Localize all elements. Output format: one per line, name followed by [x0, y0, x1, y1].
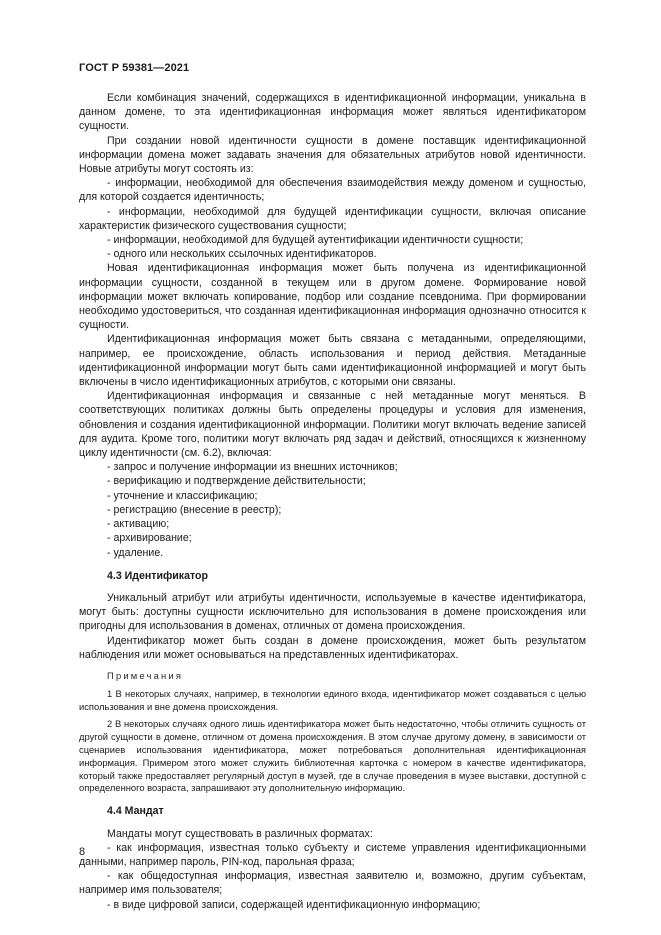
document-body [79, 91, 586, 912]
list-item: - регистрацию (внесение в реестр); [107, 503, 282, 516]
paragraph: Если комбинация значений, содержащихся в идентификационной информации, уникальна в данном домене, то эта идентификационная информация может являться идентификатором сущности. [79, 92, 586, 133]
paragraph: Мандаты могут существовать в различных форматах: [107, 827, 373, 840]
list-item: - уточнение и классификацию; [107, 489, 258, 502]
list-item: - информации, необходимой для будущей аутентификации идентичности сущности; [107, 234, 524, 247]
list-item: - как общедоступная информация, известная заявителю и, возможно, другим субъектам, например имя пользователя; [79, 870, 586, 897]
list-item: - одного или нескольких ссылочных идентификаторов. [107, 248, 377, 261]
section-heading-4-4: 4.4 Мандат [107, 805, 164, 818]
list-item: - верификацию и подтверждение действительности; [107, 475, 366, 488]
list-item: - информации, необходимой для будущей идентификации сущности, включая описание характеристик физического существования сущности; [79, 205, 586, 232]
paragraph: Уникальный атрибут или атрибуты идентичности, используемые в качестве идентификатора, могут быть: доступны сущности исключительно для использования в домене происхождения или пригодны для использования в доменах, отличных от домена происхождения. [79, 591, 586, 633]
list-item: - информации, необходимой для обеспечения взаимодействия между доменом и сущностью, для которой создается идентичность; [79, 177, 586, 204]
note: 1 В некоторых случаях, например, в технологии единого входа, идентификатор может создаваться с целью использования и вне домена происхождения. [79, 688, 586, 713]
list-item: - активацию; [107, 518, 170, 531]
standard-header: ГОСТ Р 59381—2021 [79, 62, 190, 74]
paragraph: Идентификатор может быть создан в домене происхождения, может быть результатом наблюдения или может основываться на представленных идентификаторах. [79, 634, 586, 661]
notes-title: Примечания [107, 669, 184, 681]
list-item: - удаление. [107, 546, 164, 559]
note: 2 В некоторых случаях одного лишь идентификатора может быть недостаточно, чтобы отличить сущность от другой сущности в домене, отличном от домена происхождения. В этом случае другому домену, в зависимости от сценариев использования идентификатора, может потребоваться дополнительная идентификационная информация. Примером этого может служить библиотечная карточка с номером в качестве идентификатора, который также предоставляет регулярный доступ в музей, где в случае проведения в музее выставки, доступной с определенного возраста, запрашивают эту дополнительную информацию. [79, 717, 586, 794]
list-item: - в виде цифровой записи, содержащей идентификационную информацию; [107, 898, 481, 911]
page-number: 8 [79, 846, 86, 858]
section-heading-4-3: 4.3 Идентификатор [107, 569, 208, 582]
paragraph: Идентификационная информация может быть связана с метаданными, определяющими, например, ее происхождение, область использования и период действия. Метаданные идентификационной информации могут быть сами идентификационной информацией и могут быть включены в число идентификационных атрибутов, с которыми они связаны. [79, 333, 586, 389]
list-item: - архивирование; [107, 532, 192, 545]
list-item: - как информация, известная только субъекту и системе управления идентификационными данными, например пароль, PIN-код, парольная фраза; [79, 841, 586, 868]
list-item: - запрос и получение информации из внешних источников; [107, 461, 398, 474]
paragraph: Новая идентификационная информация может быть получена из идентификационной информации сущности, созданной в текущем или в другом домене. Формирование новой информации может включать копирование, подбор или создание псевдонима. При формировании необходимо удостовериться, что созданная идентификационная информация однозначно относится к сущности. [79, 262, 586, 332]
paragraph: Идентификационная информация и связанные с ней метаданные могут меняться. В соответствующих политиках должны быть определены процедуры и условия для изменения, обновления и создания идентификационной информации. Политики могут включать ведение записей для аудита. Кроме того, политики могут включать ряд задач и действий, относящихся к жизненному циклу идентичности (см. 6.2), включая: [79, 390, 586, 460]
paragraph: При создании новой идентичности сущности в домене поставщик идентификационной информации домена может задавать значения для обязательных атрибутов новой идентичности. Новые атрибуты могут состоять из: [79, 134, 586, 176]
